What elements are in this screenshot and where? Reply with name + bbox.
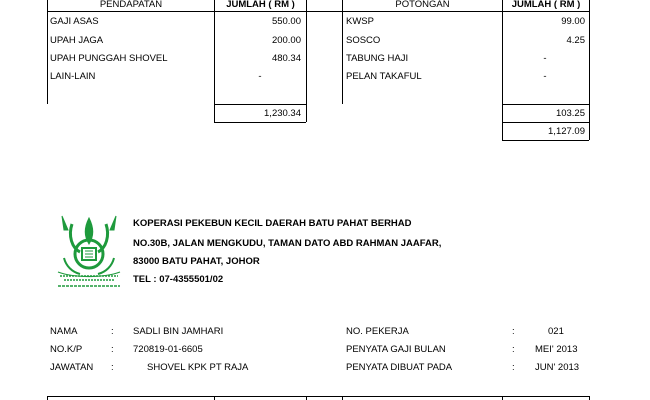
deductions-total: 103.25 xyxy=(555,108,585,119)
company-address-line-1: NO.30B, JALAN MENGKUDU, TAMAN DATO ABD RAHMAN JAAFAR, xyxy=(133,238,442,249)
earnings-row-amount: - xyxy=(258,71,262,82)
deductions-row-label: SOSCO xyxy=(346,35,381,46)
name-colon: : xyxy=(111,326,114,337)
statement-date-colon: : xyxy=(512,362,515,373)
bottom-table-col-divider xyxy=(214,396,215,400)
worker-no-value: 021 xyxy=(548,326,564,337)
bottom-table-left-border xyxy=(47,396,48,400)
salary-month-label: PENYATA GAJI BULAN xyxy=(346,344,446,355)
earnings-row-amount: 200.00 xyxy=(271,35,301,46)
position-colon: : xyxy=(111,362,114,373)
worker-no-colon: : xyxy=(512,326,515,337)
statement-date-value: JUN' 2013 xyxy=(535,362,580,373)
statement-date-label: PENYATA DIBUAT PADA xyxy=(346,362,453,373)
ic-label: NO.K/P xyxy=(50,344,83,355)
net-total: 1,127.09 xyxy=(548,126,585,137)
earnings-row-label: GAJI ASAS xyxy=(50,16,99,27)
deductions-row-label: KWSP xyxy=(346,16,374,27)
earnings-row-label: UPAH PUNGGAH SHOVEL xyxy=(50,53,168,64)
salary-month-value: MEI' 2013 xyxy=(535,344,578,355)
bottom-table-top-rule xyxy=(47,396,589,397)
bottom-table-right-border xyxy=(589,396,590,400)
deductions-row-label: TABUNG HAJI xyxy=(346,53,409,64)
earnings-row-label: UPAH JAGA xyxy=(50,35,104,46)
earnings-header: PENDAPATAN xyxy=(99,0,163,10)
ic-value: 720819-01-6605 xyxy=(133,344,203,355)
bottom-table-col-divider xyxy=(306,396,307,400)
bottom-table-col-divider xyxy=(502,396,503,400)
deductions-row-label: PELAN TAKAFUL xyxy=(346,71,422,82)
net-total-rule-bottom xyxy=(502,140,589,141)
worker-no-label: NO. PEKERJA xyxy=(346,326,409,337)
company-name: KOPERASI PEKEBUN KECIL DAERAH BATU PAHAT BERHAD xyxy=(133,218,412,229)
deductions-amount-header: JUMLAH ( RM ) xyxy=(511,0,581,10)
earnings-row-label: LAIN-LAIN xyxy=(50,71,96,82)
deductions-row-amount: - xyxy=(543,53,547,64)
table-right-border xyxy=(589,0,590,140)
name-label: NAMA xyxy=(50,326,78,337)
table-col-divider xyxy=(342,0,343,104)
cooperative-logo-icon xyxy=(54,214,124,290)
deductions-header: POTONGAN xyxy=(395,0,450,10)
table-left-border xyxy=(47,0,48,104)
table-header-rule xyxy=(47,11,589,12)
salary-month-colon: : xyxy=(512,344,515,355)
earnings-total-rule-top xyxy=(214,104,306,105)
company-telephone: TEL : 07-4355501/02 xyxy=(133,274,224,285)
earnings-total: 1,230.34 xyxy=(264,108,301,119)
deductions-row-amount: 4.25 xyxy=(566,35,585,46)
position-value: SHOVEL KPK PT RAJA xyxy=(147,362,249,373)
deductions-row-amount: 99.00 xyxy=(561,16,585,27)
position-label: JAWATAN xyxy=(50,362,94,373)
deductions-row-amount: - xyxy=(543,71,547,82)
bottom-table-col-divider xyxy=(342,396,343,400)
earnings-amount-header: JUMLAH ( RM ) xyxy=(226,0,295,10)
earnings-total-rule-bottom xyxy=(214,122,306,123)
deductions-total-rule-bottom xyxy=(502,122,589,123)
company-address-line-2: 83000 BATU PAHAT, JOHOR xyxy=(133,256,260,267)
name-value: SADLI BIN JAMHARI xyxy=(133,326,224,337)
earnings-row-amount: 480.34 xyxy=(271,53,301,64)
deductions-total-rule-top xyxy=(502,104,589,105)
table-col-divider xyxy=(306,0,307,122)
ic-colon: : xyxy=(111,344,114,355)
earnings-row-amount: 550.00 xyxy=(271,16,301,27)
